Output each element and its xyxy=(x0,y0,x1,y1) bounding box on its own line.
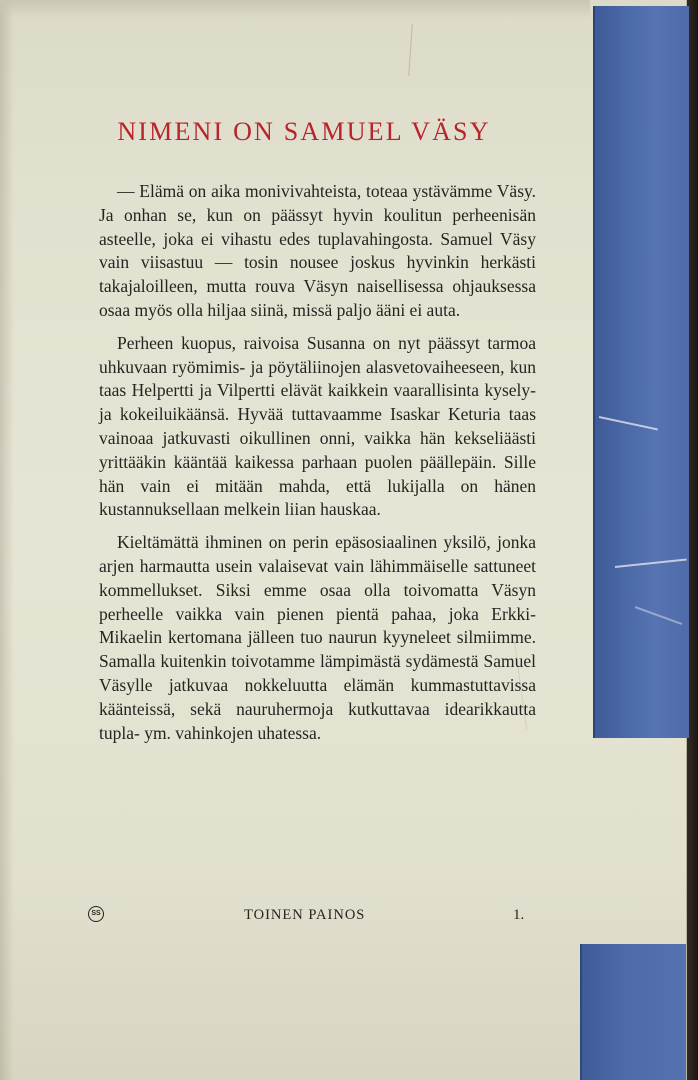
spine-scratch xyxy=(635,606,683,625)
blurb-paragraph-1: — Elämä on aika monivivahteista, toteaa ystävämme Väsy. Ja onhan se, kun on päässyt hyvin koulitun perheenisän asteelle, joka ei vihastu edes tuplavahingosta. Samuel Väsy vain viisastuu — tosin nousee joskus hyvinkin herkästi takajaloilleen, mutta rouva Väsyn naisellisessa ohjauksessa osaa myös olla hiljaa siinä, missä paljo ääni ei auta. xyxy=(99,181,536,320)
publisher-logo-icon: SS xyxy=(88,906,104,922)
blurb-paragraph-2: Perheen kuopus, raivoisa Susanna on nyt päässyt tarmoa uhkuvaan ryömimis- ja pöytäliinojen alasvetovaiheeseen, kun taas Helpertti ja Vilpertti elävät kaikkein vaarallisinta kysely- ja kokeiluikäänsä. Hyvää tuttavaamme Isaskar Keturia taas vainoaa jatkuvasti oikullinen onni, vaikka hän kekseliäästi yrittääkin kääntää kaikessa parhaan puolen päällepäin. Sille hän vain ei mitään mahda, että lukijalla on hänen kustannuksellaan melkein liian hauskaa. xyxy=(99,332,536,520)
spine-scratch xyxy=(615,558,687,568)
cover-left-shadow xyxy=(0,0,14,1080)
cover-top-worn-edge xyxy=(0,0,590,18)
edition-label: TOINEN PAINOS xyxy=(244,907,366,923)
printing-number: 1. xyxy=(513,907,525,923)
blurb-paragraph-3: Kieltämättä ihminen on perin epäsosiaalinen yksilö, jonka arjen harmautta usein valaisevat vain lähimmäiselle sattuneet kommellukset. Siksi emme osaa olla toivomatta Väsyn perheelle vaikka vain pienen pientä pahaa, joka Erkki-Mikaelin kertomana jälleen tuo naurun kyyneleet silmiimme. Samalla kuitenkin toivotamme lämpimästä sydämestä Samuel Väsylle jatkuvaa nokkeluutta elämän kummastuttavissa käänteissä, sekä nauruhermoja kutkuttavaa idearikkautta tupla- ym. vahinkojen uhatessa. xyxy=(99,532,536,743)
spine-blue-strip-upper xyxy=(593,6,689,738)
blurb-text xyxy=(99,180,536,754)
spine-blue-strip-lower xyxy=(580,944,686,1080)
cover-tear-mark xyxy=(408,24,413,76)
spine-scratch xyxy=(599,416,658,430)
cover-footer xyxy=(88,904,530,934)
book-title: NIMENI ON SAMUEL VÄSY xyxy=(117,117,491,146)
